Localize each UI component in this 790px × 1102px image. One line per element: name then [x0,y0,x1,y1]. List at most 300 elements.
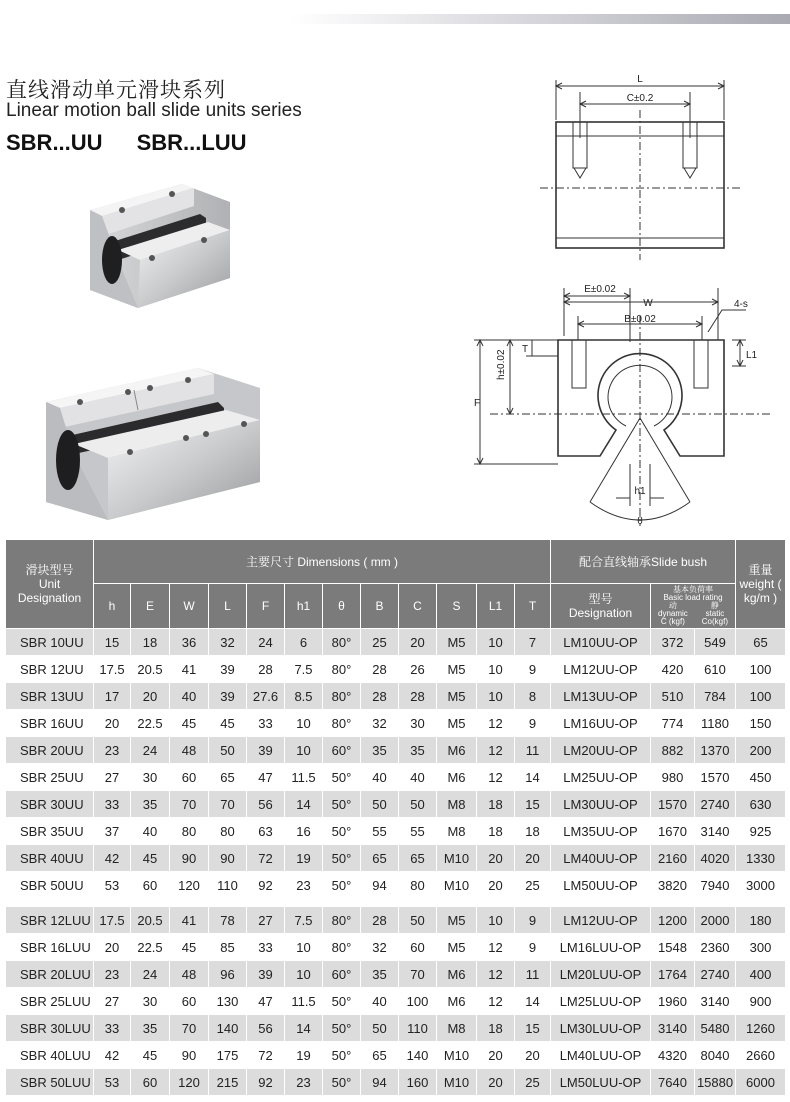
table-cell: 10 [285,961,323,988]
col-header-c: C [399,584,437,629]
table-cell: 33 [247,710,285,737]
col-header-unit: 滑块型号 Unit Designation [6,540,94,629]
table-cell: 27.6 [247,683,285,710]
table-cell: 72 [247,845,285,872]
table-cell: 20 [515,1042,551,1069]
col-header-s: S [437,584,477,629]
table-cell: 50 [361,1015,399,1042]
table-cell: 65 [361,1042,399,1069]
table-cell: 100 [736,656,786,683]
table-cell: 27 [247,907,285,934]
table-cell: 35 [361,961,399,988]
table-cell: LM50UU-OP [551,872,651,899]
table-cell: 15 [94,629,131,656]
table-cell: 20.5 [131,656,170,683]
table-cell: 1548 [651,934,695,961]
table-cell: 80 [170,818,209,845]
table-cell: 80° [323,934,361,961]
table-cell: 120 [170,872,209,899]
table-cell: 50 [361,791,399,818]
table-cell: 10 [285,710,323,737]
table-cell: 18 [477,791,515,818]
table-cell: 8040 [695,1042,736,1069]
table-cell: 8.5 [285,683,323,710]
table-cell: 50 [399,791,437,818]
table-cell: 140 [209,1015,247,1042]
table-cell: 1200 [651,907,695,934]
table-cell: 1570 [651,791,695,818]
table-row [6,683,786,710]
table-cell: 10 [477,907,515,934]
table-row [6,737,786,764]
table-cell-unit: SBR 40UU [6,845,94,872]
table-cell: 19 [285,845,323,872]
table-cell: 56 [247,791,285,818]
table-cell: 70 [170,1015,209,1042]
table-cell-unit: SBR 25LUU [6,988,94,1015]
table-cell: LM12UU-OP [551,907,651,934]
table-row [6,988,786,1015]
table-cell: 94 [361,872,399,899]
table-cell: 63 [247,818,285,845]
table-cell: 41 [170,656,209,683]
table-cell: 28 [361,907,399,934]
table-cell-unit: SBR 20UU [6,737,94,764]
table-cell: 24 [247,629,285,656]
table-row [6,1042,786,1069]
table-cell: 90 [170,845,209,872]
table-cell: 50° [323,872,361,899]
table-cell: 14 [515,988,551,1015]
col-header-bush-designation: 型号 Designation [551,584,651,629]
col-header-static: 静 static Co(kgf) [701,601,729,626]
table-cell: 47 [247,988,285,1015]
table-cell: 7640 [651,1069,695,1096]
table-cell-unit: SBR 16LUU [6,934,94,961]
table-cell: 32 [209,629,247,656]
table-cell: 3140 [695,988,736,1015]
table-row [6,907,786,934]
table-cell: 11.5 [285,764,323,791]
table-cell: 925 [736,818,786,845]
table-cell: 17.5 [94,907,131,934]
table-cell: 80° [323,656,361,683]
table-cell: 92 [247,1069,285,1096]
table-cell: 40 [170,683,209,710]
table-cell: 3140 [651,1015,695,1042]
table-cell: 20.5 [131,907,170,934]
col-header-f: F [247,584,285,629]
table-cell: 7 [515,629,551,656]
table-group-spacer [6,899,786,907]
table-cell: 372 [651,629,695,656]
col-header-w: W [170,584,209,629]
table-cell: 1764 [651,961,695,988]
table-cell: 80 [209,818,247,845]
table-cell: M5 [437,629,477,656]
table-cell: 96 [209,961,247,988]
table-cell: 48 [170,737,209,764]
table-cell: 40 [361,988,399,1015]
table-cell: 50° [323,764,361,791]
table-cell: 1180 [695,710,736,737]
table-cell: 784 [695,683,736,710]
table-cell: 80° [323,629,361,656]
table-cell-unit: SBR 20LUU [6,961,94,988]
table-cell: 6 [285,629,323,656]
table-cell: M8 [437,818,477,845]
table-cell: 9 [515,656,551,683]
table-cell-unit: SBR 40LUU [6,1042,94,1069]
table-cell: 100 [736,683,786,710]
table-cell: 8 [515,683,551,710]
table-cell: 30 [399,710,437,737]
table-cell: 28 [361,656,399,683]
table-cell: M10 [437,1069,477,1096]
dim-label-t: T [522,344,529,355]
table-cell: 35 [131,1015,170,1042]
series-code-uu: SBR...UU [6,130,103,155]
table-cell: 9 [515,934,551,961]
table-cell: 37 [94,818,131,845]
table-cell: LM30UU-OP [551,791,651,818]
table-cell: M10 [437,845,477,872]
table-cell: 10 [285,934,323,961]
table-cell: M5 [437,907,477,934]
table-cell: 23 [94,961,131,988]
table-cell: 3820 [651,872,695,899]
table-cell: 50 [399,907,437,934]
table-cell: M5 [437,710,477,737]
table-cell: 24 [131,961,170,988]
table-cell-unit: SBR 13UU [6,683,94,710]
table-cell: 50° [323,1069,361,1096]
table-cell: 40 [361,764,399,791]
table-cell: 2000 [695,907,736,934]
table-cell: 420 [651,656,695,683]
table-cell: 33 [94,791,131,818]
table-cell: 56 [247,1015,285,1042]
table-row [6,818,786,845]
table-cell: 26 [399,656,437,683]
table-cell: 2740 [695,791,736,818]
dim-label-l1: L1 [746,350,758,361]
table-cell: 33 [94,1015,131,1042]
table-cell-unit: SBR 30LUU [6,1015,94,1042]
col-header-b: B [361,584,399,629]
col-header-h: h [94,584,131,629]
dim-label-h1: h1 [634,486,646,497]
table-cell: 6000 [736,1069,786,1096]
table-cell: 1330 [736,845,786,872]
table-cell: 55 [399,818,437,845]
table-cell: 110 [399,1015,437,1042]
table-cell: 22.5 [131,710,170,737]
table-cell: 900 [736,988,786,1015]
table-cell: 23 [285,1069,323,1096]
table-cell: 47 [247,764,285,791]
table-row [6,961,786,988]
table-cell: 150 [736,710,786,737]
table-cell: LM10UU-OP [551,629,651,656]
table-row [6,656,786,683]
table-cell: 94 [361,1069,399,1096]
table-cell: 20 [94,710,131,737]
table-cell: 5480 [695,1015,736,1042]
table-cell: 45 [170,710,209,737]
table-cell: 2660 [736,1042,786,1069]
table-cell: 7940 [695,872,736,899]
table-cell: 130 [209,988,247,1015]
table-cell: 30 [131,764,170,791]
table-cell: 9 [515,907,551,934]
table-cell: 80° [323,683,361,710]
table-cell: M6 [437,764,477,791]
table-cell: 17.5 [94,656,131,683]
table-cell: 60° [323,961,361,988]
page-title-en: Linear motion ball slide units series [6,100,302,121]
table-cell: 3140 [695,818,736,845]
table-cell: 27 [94,988,131,1015]
table-cell: M5 [437,656,477,683]
table-cell: 45 [131,845,170,872]
table-cell: 19 [285,1042,323,1069]
table-cell: 12 [477,988,515,1015]
table-cell: 10 [477,683,515,710]
table-cell: 400 [736,961,786,988]
table-cell: 11 [515,737,551,764]
header-gradient-bar [290,14,790,24]
table-cell: 25 [515,1069,551,1096]
table-row [6,1069,786,1096]
table-cell: 1670 [651,818,695,845]
table-cell: 140 [399,1042,437,1069]
table-cell: 980 [651,764,695,791]
table-cell: 70 [399,961,437,988]
table-cell: 28 [247,656,285,683]
table-cell-unit: SBR 35UU [6,818,94,845]
dim-label-s: 4-s [734,299,748,310]
dim-label-h: h±0.02 [496,349,507,380]
table-cell: LM50LUU-OP [551,1069,651,1096]
table-cell: 160 [399,1069,437,1096]
table-cell: LM40UU-OP [551,845,651,872]
table-cell: 1370 [695,737,736,764]
table-cell: LM25LUU-OP [551,988,651,1015]
table-cell: 42 [94,845,131,872]
col-header-l1: L1 [477,584,515,629]
col-header-dynamic: 动 dynamic C (kgf) [658,601,688,626]
col-header-theta: θ [323,584,361,629]
col-header-h1: h1 [285,584,323,629]
table-cell: 48 [170,961,209,988]
dim-label-c: C±0.2 [626,93,654,104]
table-cell: 45 [131,1042,170,1069]
table-cell: 20 [477,845,515,872]
table-cell: 510 [651,683,695,710]
table-cell: 450 [736,764,786,791]
table-cell: 20 [477,872,515,899]
table-cell: 20 [131,683,170,710]
table-cell: 36 [170,629,209,656]
table-cell: LM30LUU-OP [551,1015,651,1042]
table-cell: 14 [285,1015,323,1042]
table-cell: 92 [247,872,285,899]
table-cell: 40 [399,764,437,791]
table-cell: 7.5 [285,656,323,683]
table-cell: 7.5 [285,907,323,934]
table-cell: 39 [209,656,247,683]
table-cell: M5 [437,683,477,710]
table-cell: 18 [131,629,170,656]
table-cell: 14 [515,764,551,791]
table-cell: 12 [477,737,515,764]
table-cell: 610 [695,656,736,683]
dim-label-e: E±0.02 [584,284,616,295]
page-title-cn: 直线滑动单元滑块系列 [6,78,226,102]
table-cell: M6 [437,737,477,764]
table-cell: M10 [437,1042,477,1069]
table-cell: LM20UU-OP [551,737,651,764]
table-cell: 50° [323,1015,361,1042]
table-cell: 70 [209,791,247,818]
table-cell: M8 [437,1015,477,1042]
table-cell: 11.5 [285,988,323,1015]
table-cell: 11 [515,961,551,988]
table-cell: 10 [285,737,323,764]
table-cell: 25 [361,629,399,656]
table-cell-unit: SBR 30UU [6,791,94,818]
dim-label-f: F [474,398,481,409]
table-cell: M10 [437,872,477,899]
table-cell: M6 [437,961,477,988]
table-cell: 80° [323,907,361,934]
table-cell: 1570 [695,764,736,791]
table-cell: 65 [399,845,437,872]
table-cell-unit: SBR 50LUU [6,1069,94,1096]
table-cell: 60 [131,872,170,899]
table-cell: 41 [170,907,209,934]
table-cell: 45 [209,710,247,737]
table-cell: 28 [399,683,437,710]
col-header-dimensions: 主要尺寸 Dimensions ( mm ) [94,540,551,584]
table-cell: 20 [94,934,131,961]
table-cell: 50° [323,791,361,818]
col-header-e: E [131,584,170,629]
table-row [6,934,786,961]
table-cell: 18 [477,1015,515,1042]
table-cell: 2160 [651,845,695,872]
table-cell: LM35UU-OP [551,818,651,845]
table-cell: 215 [209,1069,247,1096]
table-row [6,764,786,791]
col-header-slide-bush: 配合直线轴承Slide bush [551,540,736,584]
table-cell: 20 [515,845,551,872]
table-row [6,629,786,656]
table-cell: 78 [209,907,247,934]
table-cell: 80 [399,872,437,899]
table-cell: M5 [437,934,477,961]
product-photo-sbr-uu [82,180,242,320]
table-cell: 18 [477,818,515,845]
table-cell: 42 [94,1042,131,1069]
table-cell: 60 [170,764,209,791]
table-cell: 39 [247,961,285,988]
table-cell: 15880 [695,1069,736,1096]
table-cell: 12 [477,961,515,988]
table-cell: M8 [437,791,477,818]
table-cell: 10 [477,629,515,656]
table-cell: 15 [515,791,551,818]
table-cell-unit: SBR 16UU [6,710,94,737]
table-cell: 53 [94,872,131,899]
table-cell: 80° [323,710,361,737]
table-cell: 90 [170,1042,209,1069]
series-code-luu: SBR...LUU [136,130,247,155]
table-cell: 549 [695,629,736,656]
table-cell: 14 [285,791,323,818]
table-cell: 20 [399,629,437,656]
table-cell: 39 [209,683,247,710]
table-cell: 25 [515,872,551,899]
table-cell: 2740 [695,961,736,988]
table-cell: 50° [323,1042,361,1069]
table-cell: 630 [736,791,786,818]
product-photo-sbr-luu [38,362,268,532]
table-cell: 65 [361,845,399,872]
table-cell: 50° [323,818,361,845]
series-codes [6,130,281,156]
table-cell: 32 [361,934,399,961]
table-cell-unit: SBR 50UU [6,872,94,899]
table-cell: 35 [361,737,399,764]
table-cell: LM20LUU-OP [551,961,651,988]
table-cell: 17 [94,683,131,710]
table-cell: 28 [361,683,399,710]
table-cell-unit: SBR 25UU [6,764,94,791]
table-cell: 30 [131,988,170,1015]
spec-table-body [6,629,786,1096]
table-cell: 774 [651,710,695,737]
table-cell: 15 [515,1015,551,1042]
dim-label-b: B±0.02 [624,314,656,325]
table-cell: 10 [477,656,515,683]
table-cell: 60 [170,988,209,1015]
table-cell: 60° [323,737,361,764]
table-cell: 35 [399,737,437,764]
table-cell: 120 [170,1069,209,1096]
table-cell: 180 [736,907,786,934]
table-cell: 35 [131,791,170,818]
dim-label-theta: θ [637,516,643,527]
table-cell: 100 [399,988,437,1015]
table-cell: LM25UU-OP [551,764,651,791]
table-cell: 300 [736,934,786,961]
table-cell: 40 [131,818,170,845]
table-cell: 90 [209,845,247,872]
table-cell: 60 [399,934,437,961]
table-cell: 22.5 [131,934,170,961]
table-row [6,1015,786,1042]
spec-table [5,539,786,1096]
col-header-weight: 重量 weight ( kg/m ) [736,540,786,629]
table-cell: 65 [736,629,786,656]
table-cell: 9 [515,710,551,737]
dim-label-w: W [643,298,653,309]
table-cell: 27 [94,764,131,791]
table-cell: 12 [477,710,515,737]
table-cell: 4020 [695,845,736,872]
